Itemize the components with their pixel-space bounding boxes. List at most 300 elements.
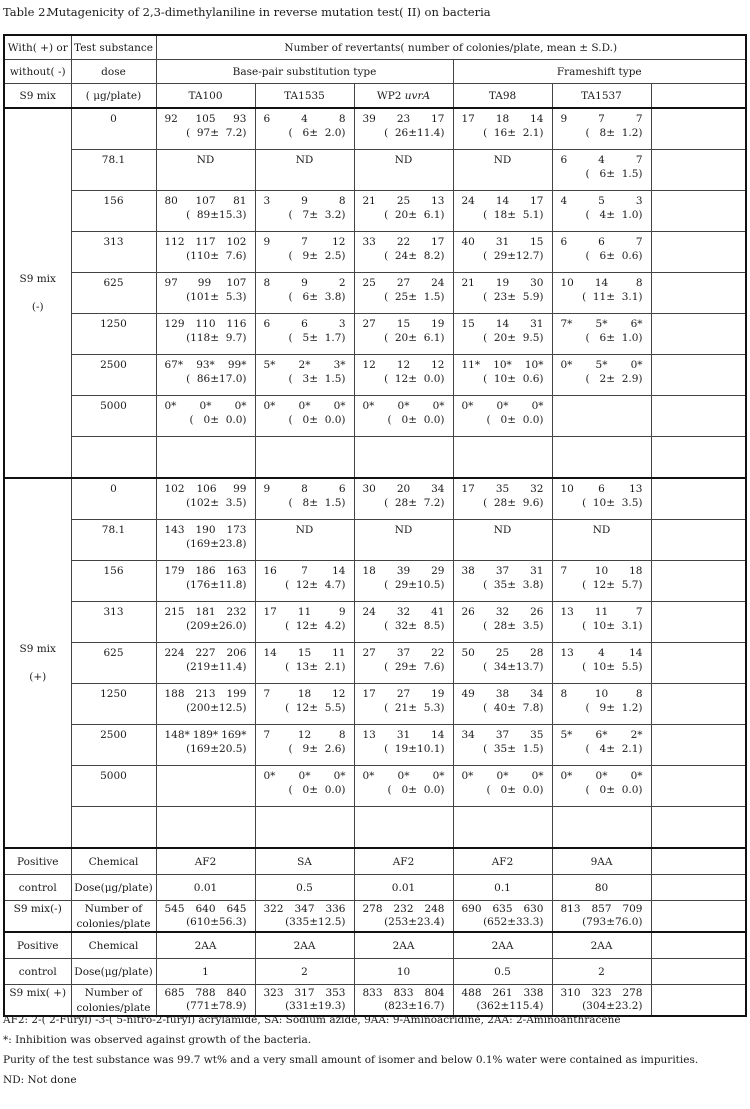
plate-count: 25	[495, 647, 510, 659]
plate-count: 32	[530, 483, 544, 495]
plate-count: 117	[195, 236, 216, 248]
plate-count: 28	[530, 647, 544, 659]
result-cell	[354, 684, 453, 725]
result-cell	[354, 602, 453, 643]
plate-count: 278	[362, 903, 383, 915]
result-values	[256, 725, 354, 756]
mean-sd: ( 8± 1.5)	[288, 497, 346, 509]
plate-count: 0*	[432, 400, 445, 412]
plate-count: 189*	[192, 729, 219, 741]
plate-counts	[462, 986, 544, 1000]
plate-count: 0*	[531, 400, 544, 412]
plate-count: 14	[332, 565, 346, 577]
table-row	[4, 725, 746, 766]
result-cell	[453, 602, 552, 643]
result-values	[157, 191, 255, 222]
plate-count: 37	[396, 647, 411, 659]
plate-count: 635	[492, 903, 513, 915]
pc-chemical: 2AA	[156, 932, 255, 959]
empty-cell	[651, 437, 746, 479]
plate-count: 0*	[298, 400, 311, 412]
plate-count: 14	[431, 729, 445, 741]
plate-counts	[165, 276, 247, 290]
mean-sd: ( 19±10.1)	[384, 743, 445, 755]
plate-count: 106	[196, 483, 217, 495]
header-dose-line3: ( μg/plate)	[71, 84, 156, 109]
mean-sd: (652±33.3)	[483, 916, 544, 928]
plate-counts	[264, 902, 346, 916]
result-values	[157, 479, 255, 510]
mean-sd: ( 28± 9.6)	[483, 497, 544, 509]
result-values	[454, 355, 552, 386]
plate-count: 129	[164, 318, 185, 330]
pc-count-cell	[255, 901, 354, 933]
result-values	[454, 273, 552, 304]
result-values	[454, 232, 552, 263]
result-cell	[255, 355, 354, 396]
result-cell	[552, 684, 651, 725]
result-values	[355, 109, 453, 140]
plate-count: 163	[226, 565, 247, 577]
pc-chemical: 2AA	[453, 932, 552, 959]
result-values	[454, 561, 552, 592]
plate-count: 13	[431, 195, 445, 207]
result-values	[157, 684, 255, 715]
mean-sd: ( 97± 7.2)	[186, 127, 247, 139]
plate-count: 18	[629, 565, 643, 577]
mean-sd: (102± 3.5)	[186, 497, 247, 509]
pc-values	[553, 901, 651, 929]
plate-count: 24	[461, 195, 475, 207]
plate-count: 336	[325, 903, 346, 915]
result-values	[355, 602, 453, 633]
mean-sd: (771±78.9)	[186, 1000, 247, 1012]
plate-count: 0*	[432, 770, 445, 782]
mean-sd: (169±23.8)	[186, 538, 247, 550]
mean-sd: (253±23.4)	[384, 916, 445, 928]
result-cell	[552, 314, 651, 355]
empty-cell	[651, 150, 746, 191]
plate-counts	[363, 986, 445, 1000]
mean-sd: ( 0± 0.0)	[288, 784, 346, 796]
plate-count: 5*	[263, 359, 276, 371]
plate-count: 26	[530, 606, 544, 618]
plate-counts	[363, 687, 445, 701]
mean-sd: ( 8± 1.2)	[585, 127, 643, 139]
result-values	[256, 232, 354, 263]
plate-count: 833	[362, 987, 383, 999]
dose-value: 0	[110, 113, 117, 125]
plate-count: 690	[461, 903, 482, 915]
plate-counts	[561, 358, 643, 372]
plate-count: 7	[263, 729, 271, 741]
result-cell	[156, 766, 255, 807]
result-cell	[156, 355, 255, 396]
result-cell	[156, 643, 255, 684]
header-dose-line2: dose	[71, 60, 156, 84]
plate-counts	[264, 769, 346, 783]
result-values	[553, 109, 651, 140]
pc-count-label: Number of	[84, 903, 143, 915]
plate-counts	[264, 194, 346, 208]
result-values	[553, 561, 651, 592]
plate-count: 857	[591, 903, 612, 915]
plate-counts	[264, 112, 346, 126]
result-cell	[156, 150, 255, 191]
plate-count: 102	[226, 236, 247, 248]
result-values	[355, 684, 453, 715]
result-values	[553, 191, 651, 222]
table-row	[4, 602, 746, 643]
plate-count: 15	[396, 318, 411, 330]
plate-count: 27	[396, 277, 411, 289]
plate-count: 50	[461, 647, 475, 659]
plate-count: 7	[263, 688, 271, 700]
dose-value: 313	[103, 606, 124, 618]
pc-values	[454, 985, 552, 1013]
plate-count: 0*	[234, 400, 247, 412]
dose-cell	[71, 150, 156, 191]
plate-count: 31	[396, 729, 411, 741]
result-cell	[255, 273, 354, 314]
plate-count: 215	[164, 606, 185, 618]
result-cell	[156, 191, 255, 232]
mean-sd: (169±20.5)	[186, 743, 247, 755]
plate-count: 8	[338, 113, 346, 125]
mean-sd: (200±12.5)	[186, 702, 247, 714]
pc-label-line: Positive	[4, 932, 71, 959]
strain-ta1535: TA1535	[255, 84, 354, 109]
result-values	[157, 725, 255, 756]
plate-counts	[363, 902, 445, 916]
plate-count: 21	[461, 277, 475, 289]
result-cell	[552, 478, 651, 520]
result-cell	[552, 725, 651, 766]
result-values	[553, 232, 651, 263]
plate-count: 7	[635, 113, 643, 125]
plate-count: 116	[226, 318, 247, 330]
plate-count: 0*	[630, 359, 643, 371]
plate-counts	[561, 687, 643, 701]
plate-count: 12	[396, 359, 411, 371]
result-cell	[156, 602, 255, 643]
mean-sd: ( 6± 0.6)	[585, 250, 643, 262]
table-row	[4, 273, 746, 314]
plate-count: 40	[461, 236, 475, 248]
plate-count: 10	[560, 277, 574, 289]
plate-count: 13	[560, 606, 574, 618]
result-values	[157, 314, 255, 345]
empty-cell	[651, 807, 746, 849]
plate-counts	[363, 564, 445, 578]
not-done: ND	[196, 154, 215, 166]
mean-sd: ( 0± 0.0)	[585, 784, 643, 796]
result-cell	[354, 232, 453, 273]
result-cell	[354, 273, 453, 314]
header-s9-line3: S9 mix	[4, 84, 71, 109]
result-values	[256, 602, 354, 633]
s9-label-line: S9 mix	[19, 273, 56, 285]
plate-count: 630	[523, 903, 544, 915]
empty-cell	[651, 684, 746, 725]
dose-cell	[71, 232, 156, 273]
table-row	[4, 684, 746, 725]
mean-sd: ( 0± 0.0)	[486, 784, 544, 796]
mean-sd: ( 35± 3.8)	[483, 579, 544, 591]
header-frameshift: Frameshift type	[453, 60, 746, 84]
plate-count: 0*	[333, 770, 346, 782]
plate-count: 0*	[531, 770, 544, 782]
mean-sd: ( 34±13.7)	[483, 661, 544, 673]
result-cell	[255, 602, 354, 643]
mean-sd: ( 40± 7.8)	[483, 702, 544, 714]
dose-cell	[71, 807, 156, 849]
plate-count: 0*	[362, 400, 375, 412]
plate-count: 0*	[595, 770, 608, 782]
plate-count: 99	[233, 483, 247, 495]
plate-count: 347	[294, 903, 315, 915]
plate-count: 7	[301, 236, 308, 248]
header-dose: Test substance	[71, 35, 156, 60]
empty-cell	[651, 725, 746, 766]
plate-count: 173	[226, 524, 247, 536]
plate-count: 15	[461, 318, 475, 330]
dose-cell	[71, 355, 156, 396]
mean-sd: (209±26.0)	[186, 620, 247, 632]
plate-count: 38	[495, 688, 510, 700]
strain-ta1537: TA1537	[552, 84, 651, 109]
pc-values	[553, 985, 651, 1013]
dose-value: 156	[103, 565, 124, 577]
mutagenicity-table	[3, 34, 747, 1017]
mean-sd: ( 26±11.4)	[384, 127, 445, 139]
plate-count: 18	[297, 688, 312, 700]
mean-sd: ( 25± 1.5)	[384, 291, 445, 303]
plate-counts	[363, 728, 445, 742]
plate-count: 645	[226, 903, 247, 915]
plate-counts	[462, 564, 544, 578]
plate-count: 232	[226, 606, 247, 618]
plate-count: 18	[495, 113, 510, 125]
plate-count: 93*	[196, 359, 215, 371]
plate-count: 0*	[333, 400, 346, 412]
plate-counts	[462, 112, 544, 126]
plate-count: 0*	[263, 400, 276, 412]
result-values	[553, 273, 651, 304]
plate-count: 34	[530, 688, 544, 700]
plate-count: 14	[495, 195, 510, 207]
empty-cell	[651, 478, 746, 520]
not-done: ND	[295, 524, 314, 536]
dose-cell	[71, 108, 156, 150]
plate-count: 22	[431, 647, 445, 659]
pc-dose: 1	[156, 959, 255, 985]
plate-count: 99*	[227, 359, 247, 371]
mean-sd: ( 10± 3.1)	[582, 620, 643, 632]
dose-value: 156	[103, 195, 124, 207]
header-s9-line2: without( -)	[4, 60, 71, 84]
result-cell	[255, 314, 354, 355]
result-cell	[552, 355, 651, 396]
plate-count: 206	[226, 647, 247, 659]
plate-counts	[561, 194, 643, 208]
plate-count: 16	[263, 565, 277, 577]
pc-values	[454, 901, 552, 929]
result-values	[454, 396, 552, 427]
plate-count: 5*	[560, 729, 573, 741]
mean-sd: ( 28± 7.2)	[384, 497, 445, 509]
result-values	[553, 355, 651, 386]
plate-counts	[462, 317, 544, 331]
result-cell	[453, 396, 552, 437]
mean-sd: ( 29±10.5)	[384, 579, 445, 591]
mean-sd: (362±115.4)	[476, 1000, 544, 1012]
plate-count: 0*	[496, 770, 509, 782]
plate-count: 8	[560, 688, 568, 700]
plate-counts	[165, 482, 247, 496]
plate-counts	[264, 564, 346, 578]
plate-count: 8	[635, 277, 643, 289]
mean-sd: ( 86±17.0)	[186, 373, 247, 385]
strain-wp2-suffix: uvrA	[404, 89, 431, 102]
strain-wp2-uvra	[354, 84, 453, 109]
mean-sd: ( 24± 8.2)	[384, 250, 445, 262]
result-cell	[453, 273, 552, 314]
dose-cell	[71, 314, 156, 355]
mean-sd: ( 35± 1.5)	[483, 743, 544, 755]
mean-sd: ( 2± 2.9)	[585, 373, 643, 385]
plate-count: 186	[195, 565, 216, 577]
dose-cell	[71, 520, 156, 561]
plate-count: 5*	[595, 359, 608, 371]
result-cell	[255, 643, 354, 684]
dose-value: 1250	[100, 688, 127, 700]
plate-count: 41	[431, 606, 445, 618]
plate-counts	[165, 605, 247, 619]
plate-counts	[561, 235, 643, 249]
result-values	[553, 602, 651, 633]
positive-control-dose-row	[4, 959, 746, 985]
result-values	[553, 643, 651, 674]
table-caption	[3, 5, 491, 19]
plate-counts	[561, 769, 643, 783]
result-values	[256, 314, 354, 345]
plate-counts	[264, 317, 346, 331]
s9-label	[5, 635, 71, 691]
pc-dose: 0.01	[354, 875, 453, 901]
result-cell	[156, 273, 255, 314]
mean-sd: ( 20± 9.5)	[483, 332, 544, 344]
plate-counts	[264, 728, 346, 742]
plate-count: 6	[263, 318, 271, 330]
plate-count: 6	[263, 113, 271, 125]
result-cell	[354, 520, 453, 561]
plate-counts	[264, 986, 346, 1000]
empty-cell	[651, 602, 746, 643]
table-row	[4, 396, 746, 437]
dose-value: 2500	[100, 729, 127, 741]
plate-count: 67*	[164, 359, 184, 371]
plate-count: 18	[362, 565, 376, 577]
mean-sd: ( 29± 7.6)	[384, 661, 445, 673]
dose-value: 1250	[100, 318, 127, 330]
plate-count: 9	[263, 236, 271, 248]
result-values	[157, 602, 255, 633]
result-cell	[552, 150, 651, 191]
result-values	[157, 643, 255, 674]
plate-count: 13	[629, 483, 643, 495]
table-footnotes	[3, 1010, 698, 1090]
result-values	[553, 479, 651, 510]
plate-count: 105	[195, 113, 216, 125]
plate-count: 24	[431, 277, 445, 289]
plate-count: 0*	[164, 400, 177, 412]
plate-count: 107	[195, 195, 216, 207]
plate-count: 14	[263, 647, 277, 659]
plate-count: 99	[197, 277, 212, 289]
plate-count: 10*	[524, 359, 544, 371]
pc-label-line: Positive	[4, 848, 71, 875]
plate-count: 813	[560, 903, 581, 915]
mean-sd: ( 32± 8.5)	[384, 620, 445, 632]
footnote-nd: ND: Not done	[3, 1074, 77, 1086]
pc-dose: 0.1	[453, 875, 552, 901]
plate-counts	[165, 358, 247, 372]
plate-count: 32	[495, 606, 510, 618]
plate-count: 93	[233, 113, 247, 125]
result-cell	[453, 478, 552, 520]
plate-count: 2*	[298, 359, 311, 371]
pc-dose-label: Dose(μg/plate)	[71, 959, 156, 985]
result-values	[256, 561, 354, 592]
not-done: ND	[295, 154, 314, 166]
table-row	[4, 150, 746, 191]
plate-count: 31	[530, 318, 544, 330]
result-cell	[156, 725, 255, 766]
dose-cell	[71, 602, 156, 643]
plate-counts	[462, 728, 544, 742]
plate-count: 27	[362, 647, 376, 659]
dose-cell	[71, 437, 156, 479]
pc-chemical-label: Chemical	[71, 848, 156, 875]
plate-count: 7	[598, 113, 605, 125]
result-values	[355, 314, 453, 345]
result-values	[454, 643, 552, 674]
plate-count: 0*	[298, 770, 311, 782]
plate-count: 12	[431, 359, 445, 371]
result-cell	[255, 684, 354, 725]
plate-count: 110	[195, 318, 216, 330]
result-cell	[354, 108, 453, 150]
plate-count: 9	[301, 277, 308, 289]
result-cell	[255, 191, 354, 232]
mean-sd: ( 9± 2.6)	[288, 743, 346, 755]
plate-count: 4	[598, 154, 605, 166]
pc-count-cell	[156, 901, 255, 933]
table-row	[4, 108, 746, 150]
mean-sd: ( 6± 3.8)	[288, 291, 346, 303]
plate-count: 190	[195, 524, 216, 536]
plate-count: 6	[338, 483, 346, 495]
plate-count: 0*	[496, 400, 509, 412]
plate-count: 9	[338, 606, 346, 618]
positive-control-chemical-row	[4, 932, 746, 959]
mean-sd: ( 6± 1.5)	[585, 168, 643, 180]
plate-counts	[363, 235, 445, 249]
result-cell	[354, 396, 453, 437]
plate-count: 4	[560, 195, 568, 207]
header-row-1	[4, 35, 746, 60]
